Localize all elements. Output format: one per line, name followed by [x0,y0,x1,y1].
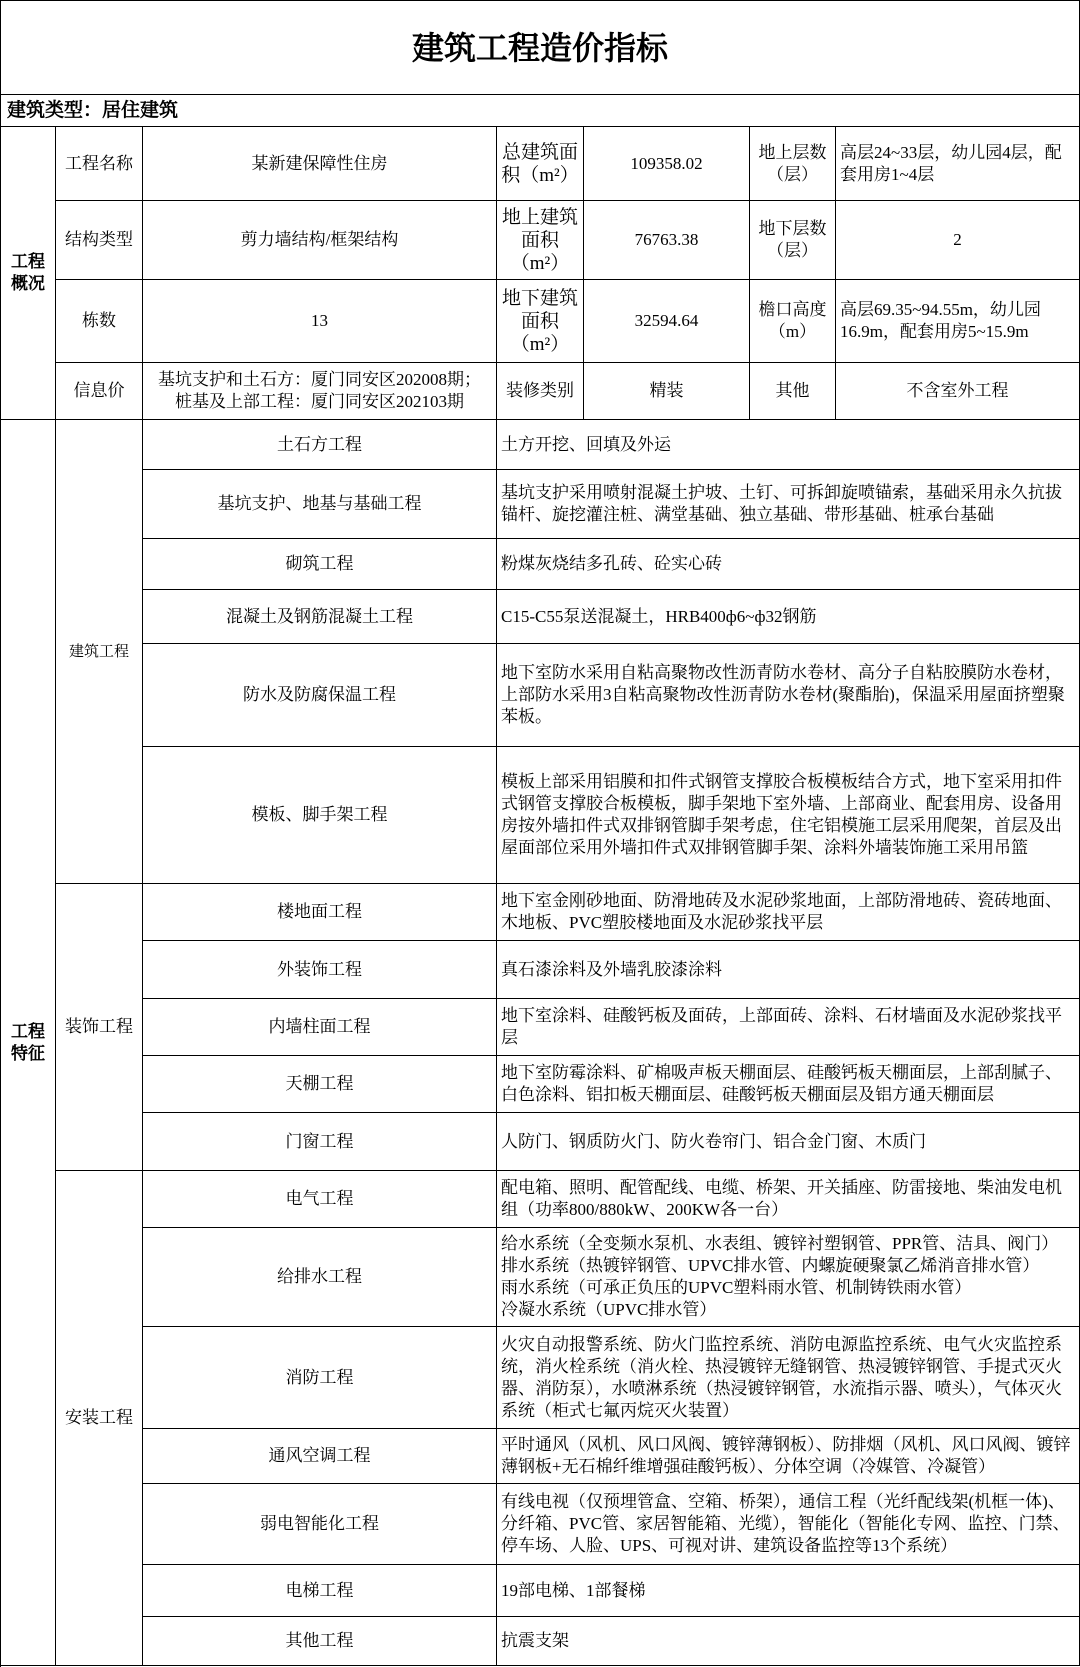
feature-description: 地下室金刚砂地面、防滑地砖及水泥砂浆地面，上部防滑地砖、瓷砖地面、木地板、PVC塑胶楼地面及水泥砂浆找平层 [497,884,1080,941]
info-price-label: 信息价 [56,363,143,420]
structure-type-value: 剪力墙结构/框架结构 [143,201,497,280]
feature-name: 天棚工程 [143,1056,497,1113]
feature-description: 基坑支护采用喷射混凝土护坡、土钉、可拆卸旋喷锚索，基础采用永久抗拔锚杆、旋挖灌注桩、满堂基础、独立基础、带形基础、桩承台基础 [497,470,1080,539]
feature-description: C15-C55泵送混凝土，HRB400ф6~ф32钢筋 [497,590,1080,644]
project-name-label: 工程名称 [56,127,143,201]
feature-description: 地下室防霉涂料、矿棉吸声板天棚面层、硅酸钙板天棚面层，上部刮腻子、白色涂料、铝扣板天棚面层、硅酸钙板天棚面层及铝方通天棚面层 [497,1056,1080,1113]
feature-name: 外装饰工程 [143,941,497,999]
feature-name: 通风空调工程 [143,1429,497,1484]
decoration-type-value: 精装 [584,363,750,420]
underground-floors-label: 地下层数（层） [750,201,836,280]
feature-description: 有线电视（仅预埋管盒、空箱、桥架），通信工程（光纤配线架(机框一体)、分纤箱、PVC管、家居智能箱、光缆），智能化（智能化专网、监控、门禁、停车场、人脸、UPS、可视对讲、建筑设备监控等13个系统） [497,1484,1080,1565]
above-ground-floors-value: 高层24~33层，幼儿园4层，配套用房1~4层 [836,127,1080,201]
feature-group-label: 安装工程 [56,1171,143,1666]
above-ground-floors-label: 地上层数（层） [750,127,836,201]
feature-description: 土方开挖、回填及外运 [497,420,1080,470]
feature-description: 地下室防水采用自粘高聚物改性沥青防水卷材、高分子自粘胶膜防水卷材，上部防水采用3自粘高聚物改性沥青防水卷材(聚酯胎)，保温采用屋面挤塑聚苯板。 [497,644,1080,747]
eave-height-value: 高层69.35~94.55m，幼儿园16.9m，配套用房5~15.9m [836,280,1080,363]
other-value: 不含室外工程 [836,363,1080,420]
features-section-label [1,420,56,1666]
feature-description-lines [501,1233,1058,1321]
feature-description: 抗震支架 [497,1617,1080,1666]
feature-name: 消防工程 [143,1327,497,1429]
feature-description: 火灾自动报警系统、防火门监控系统、消防电源监控系统、电气火灾监控系统，消火栓系统（消火栓、热浸镀锌无缝钢管、热浸镀锌钢管、手提式灭火器、消防泵），水喷淋系统（热浸镀锌钢管，水流指示器、喷头），气体灭火系统（柜式七氟丙烷灭火装置） [497,1327,1080,1429]
eave-height-label: 檐口高度（m） [750,280,836,363]
structure-type-label: 结构类型 [56,201,143,280]
feature-description: 真石漆涂料及外墙乳胶漆涂料 [497,941,1080,999]
feature-description: 模板上部采用铝膜和扣件式钢管支撑胶合板模板结合方式，地下室采用扣件式钢管支撑胶合板模板，脚手架地下室外墙、上部商业、配套用房、设备用房按外墙扣件式双排钢管脚手架考虑，住宅铝模施工层采用爬架，首层及出屋面部位采用外墙扣件式双排钢管脚手架、涂料外墙装饰施工采用吊篮 [497,747,1080,884]
feature-description: 平时通风（风机、风口风阀、镀锌薄钢板）、防排烟（风机、风口风阀、镀锌薄钢板+无石棉纤维增强硅酸钙板）、分体空调（冷媒管、冷凝管） [497,1429,1080,1484]
other-label: 其他 [750,363,836,420]
feature-description: 人防门、钢质防火门、防火卷帘门、铝合金门窗、木质门 [497,1113,1080,1171]
overview-section-label [1,127,56,420]
feature-name: 弱电智能化工程 [143,1484,497,1565]
underground-area-value: 32594.64 [584,280,750,363]
feature-name: 基坑支护、地基与基础工程 [143,470,497,539]
feature-name: 给排水工程 [143,1228,497,1327]
above-ground-area-value: 76763.38 [584,201,750,280]
total-area-value: 109358.02 [584,127,750,201]
feature-name: 内墙柱面工程 [143,999,497,1056]
underground-floors-value: 2 [836,201,1080,280]
info-price-value [143,363,497,420]
feature-description-line: 给水系统（全变频水泵机、水表组、镀锌衬塑钢管、PPR管、洁具、阀门） [501,1234,1059,1253]
decoration-type-label: 装修类别 [497,363,584,420]
building-count-label: 栋数 [56,280,143,363]
building-count-value: 13 [143,280,497,363]
feature-group-label: 建筑工程 [56,420,143,884]
page-title: 建筑工程造价指标 [1,1,1080,95]
info-price-line: 桩基及上部工程：厦门同安区202103期 [175,392,464,411]
feature-name: 土石方工程 [143,420,497,470]
info-price-lines [158,369,481,413]
feature-description [497,1228,1080,1327]
feature-name: 楼地面工程 [143,884,497,941]
feature-description: 地下室涂料、硅酸钙板及面砖，上部面砖、涂料、石材墙面及水泥砂浆找平层 [497,999,1080,1056]
info-price-line: 基坑支护和土石方：厦门同安区202008期； [158,370,481,389]
underground-area-label: 地下建筑面积（m²） [497,280,584,363]
feature-name: 砌筑工程 [143,539,497,590]
feature-description-line: 排水系统（热镀锌钢管、UPVC排水管、内螺旋硬聚氯乙烯消音排水管） [501,1256,1040,1275]
project-name-value: 某新建保障性住房 [143,127,497,201]
feature-name: 防水及防腐保温工程 [143,644,497,747]
above-ground-area-label: 地上建筑面积（m²） [497,201,584,280]
feature-name: 混凝土及钢筋混凝土工程 [143,590,497,644]
feature-group-label: 装饰工程 [56,884,143,1171]
feature-name: 模板、脚手架工程 [143,747,497,884]
feature-description-line: 冷凝水系统（UPVC排水管） [501,1300,717,1319]
feature-description-line: 雨水系统（可承正负压的UPVC塑料雨水管、机制铸铁雨水管） [501,1278,972,1297]
building-type: 建筑类型：居住建筑 [1,95,1080,127]
feature-name: 门窗工程 [143,1113,497,1171]
overview-section-label-text: 工程概况 [11,252,45,293]
feature-description: 粉煤灰烧结多孔砖、砼实心砖 [497,539,1080,590]
feature-name: 其他工程 [143,1617,497,1666]
feature-name: 电气工程 [143,1171,497,1228]
feature-description: 配电箱、照明、配管配线、电缆、桥架、开关插座、防雷接地、柴油发电机组（功率800/880kW、200KW各一台） [497,1171,1080,1228]
feature-description: 19部电梯、1部餐梯 [497,1565,1080,1617]
total-area-label: 总建筑面积（m²） [497,127,584,201]
feature-name: 电梯工程 [143,1565,497,1617]
features-section-label-text: 工程特征 [11,1021,45,1063]
